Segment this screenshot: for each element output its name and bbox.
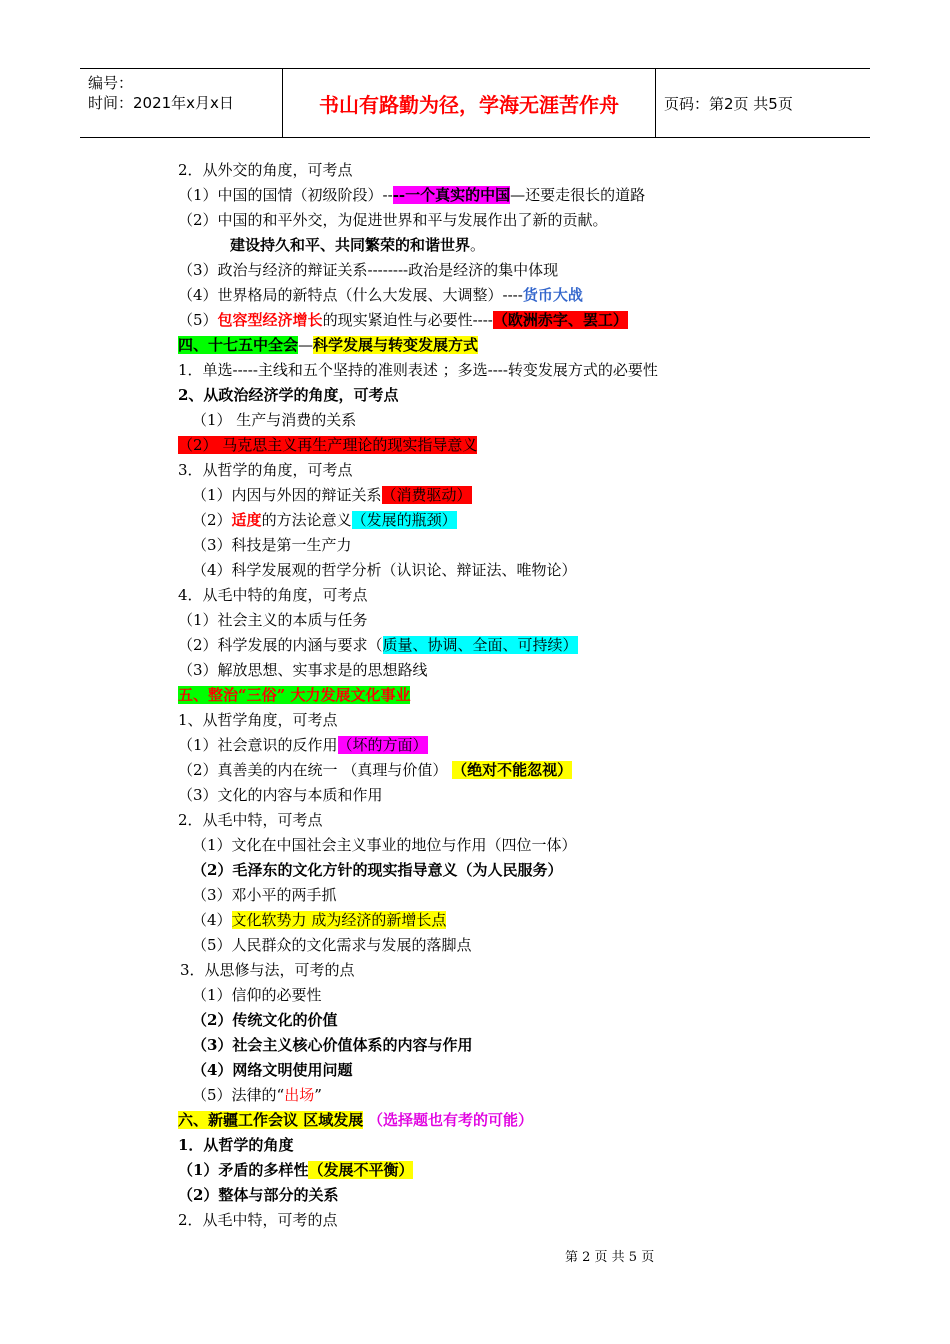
text-segment: 的方法论意义: [261, 511, 352, 529]
text-segment: （2）中国的和平外交，为促进世界和平与发展作出了新的贡献。: [178, 211, 608, 229]
text-segment: （发展的瓶颈）: [351, 511, 457, 529]
text-line: [192, 1058, 352, 1083]
text-line: [230, 233, 485, 258]
text-segment: 出场: [284, 1086, 315, 1104]
text-segment: 4．从毛中特的角度，可考点: [178, 586, 368, 604]
text-segment: （3）政治与经济的辩证关系--------政治是经济的集中体现: [178, 261, 559, 279]
header-page-cell: [656, 69, 870, 137]
text-line: [178, 1158, 413, 1183]
text-segment: （发展不平衡）: [308, 1161, 414, 1179]
text-line: [178, 658, 428, 683]
text-segment: 2．从外交的角度，可考点: [178, 161, 353, 179]
text-line: [192, 533, 352, 558]
text-segment: （4）网络文明使用问题: [192, 1061, 353, 1079]
text-segment: 五、整治“三俗” 大力发展文化事业: [178, 686, 411, 704]
text-segment: 质量、协调、全面、可持续）: [382, 636, 578, 654]
text-segment: 2．从毛中特，可考的点: [178, 1211, 338, 1229]
text-line: [192, 858, 562, 883]
text-segment: （5）: [178, 311, 218, 329]
text-segment: 适度: [231, 511, 262, 529]
text-segment: （5）人民群众的文化需求与发展的落脚点: [192, 936, 472, 954]
text-segment: （2） 马克思主义再生产理论的现实指导意义: [178, 436, 478, 454]
text-line: [178, 358, 658, 383]
header-motto: 书山有路勤为径，学海无涯苦作舟: [319, 92, 619, 117]
text-line: [192, 1083, 322, 1108]
text-line: [192, 508, 457, 533]
text-segment: ”: [314, 1086, 322, 1104]
text-line: [178, 1133, 293, 1158]
text-segment: 六、新疆工作会议 区域发展: [178, 1111, 364, 1129]
text-segment: 货币大战: [522, 286, 583, 304]
text-segment: （1）信仰的必要性: [192, 986, 322, 1004]
text-segment: （5）法律的“: [192, 1086, 285, 1104]
text-line: [178, 608, 368, 633]
text-segment: （1）内因与外因的辩证关系: [192, 486, 382, 504]
text-line: [178, 708, 338, 733]
text-segment: —还要走很长的道路: [510, 186, 646, 204]
text-segment: （2）科学发展的内涵与要求（: [178, 636, 383, 654]
text-line: [178, 633, 578, 658]
text-line: [178, 383, 398, 408]
text-line: [178, 583, 368, 608]
text-line: [178, 683, 410, 708]
text-segment: （2）真善美的内在统一 （真理与价值）: [178, 761, 453, 779]
text-segment: （1）中国的国情（初级阶段）--: [178, 186, 393, 204]
text-line: [192, 558, 577, 583]
text-line: [178, 783, 383, 808]
text-segment: （2）整体与部分的关系: [178, 1186, 339, 1204]
text-segment: 四、十七五中全会: [178, 336, 299, 354]
text-line: [178, 158, 353, 183]
text-segment: 包容型经济增长: [217, 311, 323, 329]
text-segment: （2）传统文化的价值: [192, 1011, 338, 1029]
text-line: [178, 308, 628, 333]
text-line: [178, 433, 477, 458]
text-line: [192, 983, 322, 1008]
text-segment: 的现实紧迫性与必要性----: [322, 311, 493, 329]
page-footer: 第 2 页 共 5 页: [565, 1250, 655, 1265]
text-line: [192, 933, 472, 958]
text-segment: （1） 生产与消费的关系: [192, 411, 357, 429]
text-segment: —: [298, 336, 314, 354]
text-segment: 3．从哲学的角度，可考点: [178, 461, 353, 479]
text-line: [178, 1183, 338, 1208]
text-segment: （4）世界格局的新特点（什么大发展、大调整）----: [178, 286, 523, 304]
text-segment: （消费驱动）: [381, 486, 472, 504]
text-segment: （3）文化的内容与本质和作用: [178, 786, 383, 804]
text-segment: （3）社会主义核心价值体系的内容与作用: [192, 1036, 473, 1054]
text-line: [192, 408, 356, 433]
header-page-info: 页码：第2页 共5页: [664, 94, 793, 113]
document-time-label: 时间：2021年x月x日: [88, 94, 234, 112]
header-motto-cell: [282, 69, 656, 137]
text-segment: 1、从哲学角度，可考点: [178, 711, 338, 729]
text-segment: （绝对不能忽视）: [452, 761, 573, 779]
text-segment: 建设持久和平、共同繁荣的和谐世界: [230, 236, 471, 254]
text-line: [192, 908, 446, 933]
text-segment: （1）社会意识的反作用: [178, 736, 338, 754]
text-line: [178, 283, 583, 308]
text-segment: 1．从哲学的角度: [178, 1136, 294, 1154]
text-segment: （坏的方面）: [337, 736, 428, 754]
text-line: [192, 883, 337, 908]
document-number-label: 编号：: [88, 74, 134, 92]
text-line: [178, 258, 558, 283]
text-line: [178, 333, 478, 358]
text-segment: （1）矛盾的多样性: [178, 1161, 309, 1179]
text-line: [192, 483, 472, 508]
text-segment: （1）文化在中国社会主义事业的地位与作用（四位一体）: [192, 836, 577, 854]
text-segment: （选择题也有考的可能）: [368, 1111, 534, 1129]
text-segment: （3）科技是第一生产力: [192, 536, 352, 554]
page-header: [80, 68, 870, 138]
text-line: [180, 958, 355, 983]
text-segment: （4）: [192, 911, 232, 929]
text-line: [178, 458, 353, 483]
text-segment: （3）解放思想、实事求是的思想路线: [178, 661, 428, 679]
text-segment: （2）: [192, 511, 232, 529]
text-segment: （欧洲赤字、罢工）: [492, 311, 628, 329]
text-segment: 3．从思修与法，可考的点: [180, 961, 355, 979]
text-line: [192, 1033, 472, 1058]
text-line: [178, 758, 572, 783]
text-segment: （4）科学发展观的哲学分析（认识论、辩证法、唯物论）: [192, 561, 577, 579]
text-segment: 2．从毛中特，可考点: [178, 811, 323, 829]
text-segment: --一个真实的中国: [392, 186, 511, 204]
text-segment: （1）社会主义的本质与任务: [178, 611, 368, 629]
text-segment: （3）邓小平的两手抓: [192, 886, 337, 904]
header-meta-cell: [80, 69, 282, 137]
text-line: [178, 208, 608, 233]
text-line: [178, 183, 645, 208]
text-segment: 科学发展与转变发展方式: [313, 336, 479, 354]
text-line: [192, 833, 577, 858]
text-segment: 2、从政治经济学的角度，可考点: [178, 386, 399, 404]
text-line: [178, 1108, 533, 1133]
text-segment: 文化软势力 成为经济的新增长点: [231, 911, 447, 929]
text-segment: 1．单选-----主线和五个坚持的准则表述 ；多选----转变发展方式的必要性: [178, 361, 658, 379]
text-segment: 。: [470, 236, 486, 254]
text-line: [178, 1208, 338, 1233]
text-segment: （2）毛泽东的文化方针的现实指导意义（为人民服务）: [192, 861, 563, 879]
text-line: [192, 1008, 337, 1033]
text-line: [178, 808, 323, 833]
text-line: [178, 733, 428, 758]
